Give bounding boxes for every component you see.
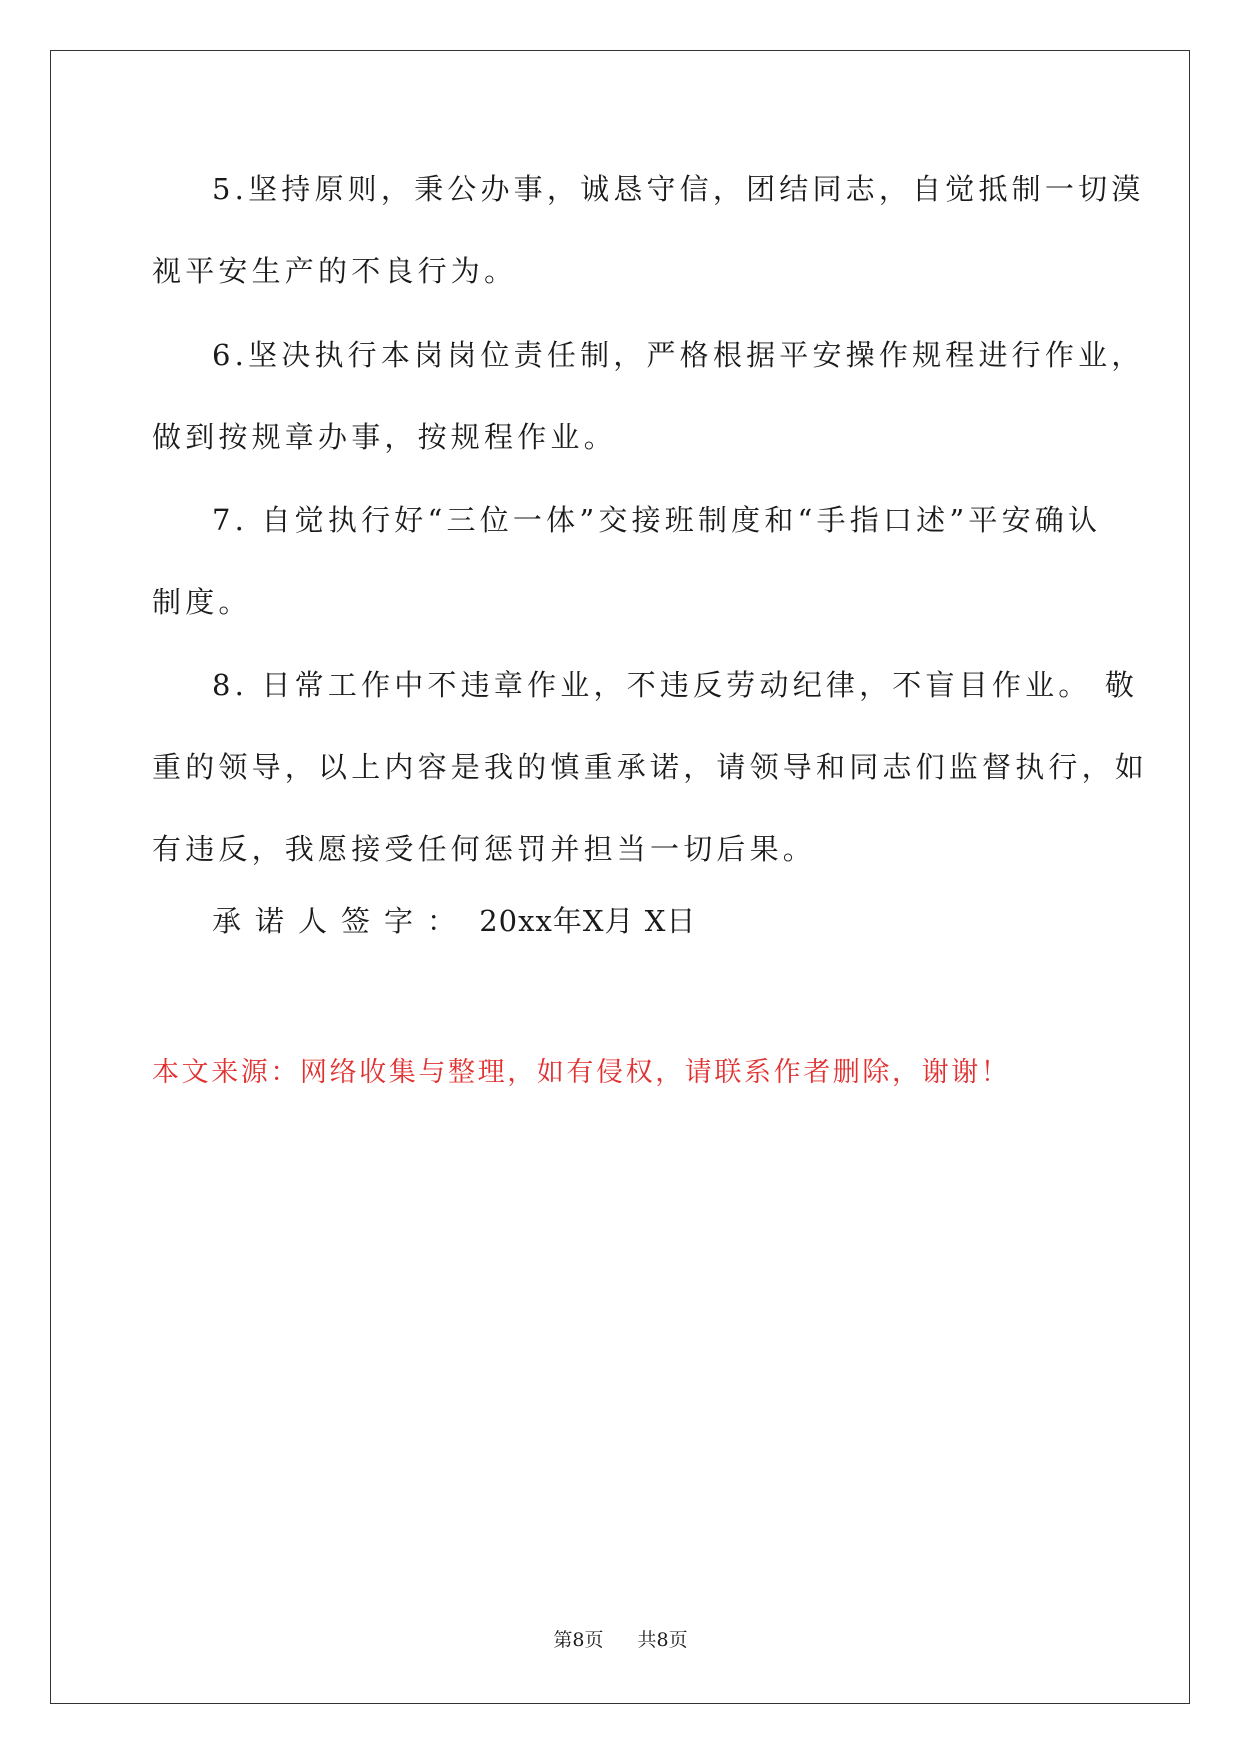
item-5-line-1: 5.坚持原则，秉公办事，诚恳守信，团结同志，自觉抵制一切漠 <box>212 172 1145 206</box>
source-note: 本文来源：网络收集与整理，如有侵权，请联系作者删除，谢谢！ <box>152 1057 1011 1088</box>
item-5-line-2: 视平安生产的不良行为。 <box>152 254 518 288</box>
item-8-line-3: 有违反，我愿接受任何惩罚并担当一切后果。 <box>152 832 817 866</box>
item-6-line-2: 做到按规章办事，按规程作业。 <box>152 420 617 454</box>
signature-line <box>212 904 697 938</box>
signature-label: 承诺人签字： <box>212 904 471 938</box>
item-8-line-1: 8. 日常工作中不违章作业，不违反劳动纪律，不盲目作业。 敬 <box>212 668 1139 702</box>
page-footer <box>0 1631 1241 1650</box>
page-total: 共8页 <box>637 1629 688 1651</box>
page-frame <box>50 50 1190 1704</box>
item-7-line-1: 7. 自觉执行好“三位一体”交接班制度和“手指口述”平安确认 <box>212 503 1102 537</box>
page-number: 第8页 <box>553 1629 604 1651</box>
item-6-line-1: 6.坚决执行本岗岗位责任制，严格根据平安操作规程进行作业， <box>212 338 1145 372</box>
signature-date: 20xx年X月 X日 <box>479 904 697 938</box>
item-7-line-2: 制度。 <box>152 585 252 619</box>
item-8-line-2: 重的领导，以上内容是我的慎重承诺，请领导和同志们监督执行，如 <box>152 750 1149 784</box>
